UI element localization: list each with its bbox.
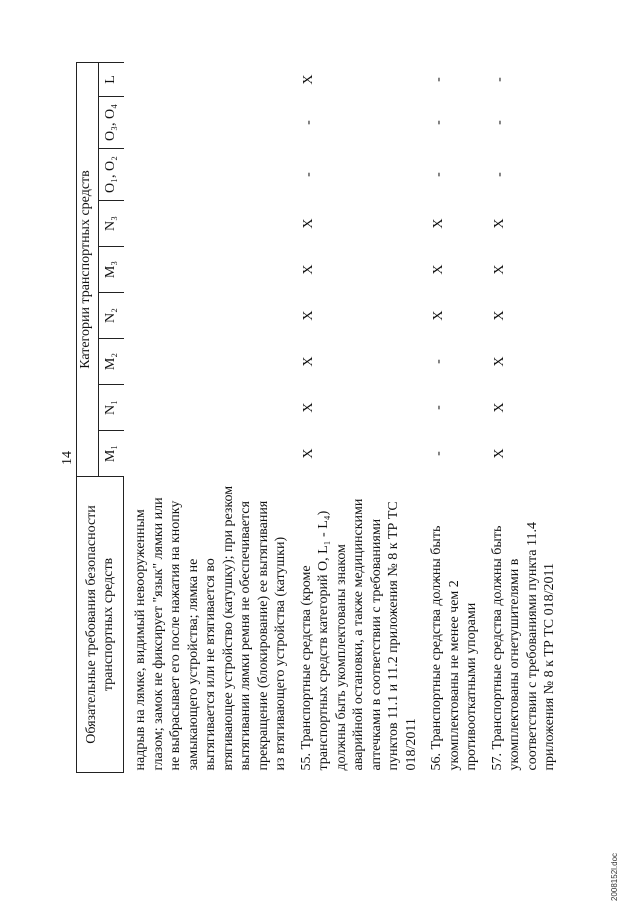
category-mark: - — [431, 359, 446, 364]
file-code: 2008152l.doc — [610, 852, 619, 901]
table-body — [124, 62, 559, 772]
category-mark: X — [491, 310, 507, 321]
requirement-text: надрыв на лямке, видимый невооруженным глазом; замок не фиксирует "язык" лямки или не выбрасывает его после нажатия на кнопку замыкающего устройства; лямка не вытягивается или не втягивается во втягивающее устройство (катушку); при резком вытягивании лямки ремня не обеспечивается прекращение (блокирование) ее вытягивания из втягивающего устройства (катушки) — [133, 485, 288, 771]
category-mark — [124, 62, 290, 96]
category-mark: - — [431, 451, 446, 456]
table-row — [290, 62, 421, 772]
requirement-text: 56. Транспортные средства должны быть укомплектованы не менее чем 2 противооткатными упорами — [429, 525, 479, 771]
category-header-cell: M₃ — [98, 247, 123, 293]
category-mark: X — [300, 264, 316, 275]
requirements-table — [76, 62, 559, 773]
table-row — [481, 62, 559, 772]
category-header-cell: M₁ — [98, 431, 123, 477]
category-mark: X — [300, 310, 316, 321]
category-header-cell: M₂ — [98, 339, 123, 385]
category-mark: X — [491, 218, 507, 229]
category-mark: - — [431, 77, 446, 82]
category-mark: - — [491, 77, 507, 82]
category-header-cell: O₁, O₂ — [98, 149, 123, 201]
category-mark: X — [300, 448, 316, 459]
category-mark: - — [300, 120, 316, 125]
category-mark — [124, 149, 290, 201]
category-mark: X — [300, 74, 316, 85]
categories-header: Категории транспортных средств — [77, 62, 99, 476]
category-header-cell: O₃, O₄ — [98, 97, 123, 149]
category-mark: - — [431, 405, 446, 410]
table-row — [124, 62, 290, 772]
category-mark: X — [431, 218, 446, 229]
page-number: 14 — [60, 451, 75, 465]
category-mark: - — [491, 172, 507, 177]
category-header-cell: N₂ — [98, 293, 123, 339]
category-mark: - — [491, 120, 507, 125]
category-mark — [124, 339, 290, 385]
requirement-text: 55. Транспортные средства (кроме транспортных средств категорий O, L₁ - L₄) должны быть укомплектованы знаком аварийной остановки, а также медицинскими аптечками в соответствии с требованиями пунктов 11.1 и 11.2 приложения № 8 к ТР ТС 018/2011 — [298, 498, 419, 771]
category-mark: - — [300, 172, 316, 177]
table-row — [420, 62, 481, 772]
category-mark — [124, 97, 290, 149]
category-header-cell: N₃ — [98, 201, 123, 247]
category-mark: X — [491, 402, 507, 413]
requirement-text: 57. Транспортные средства должны быть укомплектованы огнетушителями в соответствии с требованиями пункта 11.4 приложения № 8 к ТР ТС 018/2011 — [489, 522, 557, 771]
category-mark: - — [431, 172, 446, 177]
category-mark: X — [491, 356, 507, 367]
category-mark — [124, 385, 290, 431]
category-mark — [124, 293, 290, 339]
category-mark — [124, 201, 290, 247]
category-mark — [124, 247, 290, 293]
category-mark: X — [300, 218, 316, 229]
category-mark: - — [431, 120, 446, 125]
category-mark: X — [300, 356, 316, 367]
category-mark: X — [491, 448, 507, 459]
category-mark — [124, 431, 290, 477]
requirements-column-header: Обязательные требования безопасности транспортных средств — [77, 477, 124, 773]
category-mark: X — [300, 402, 316, 413]
category-mark: X — [491, 264, 507, 275]
category-header-cell: N₁ — [98, 385, 123, 431]
category-mark: X — [431, 264, 446, 275]
category-mark: X — [431, 310, 446, 321]
category-header-cell: L — [98, 62, 123, 96]
